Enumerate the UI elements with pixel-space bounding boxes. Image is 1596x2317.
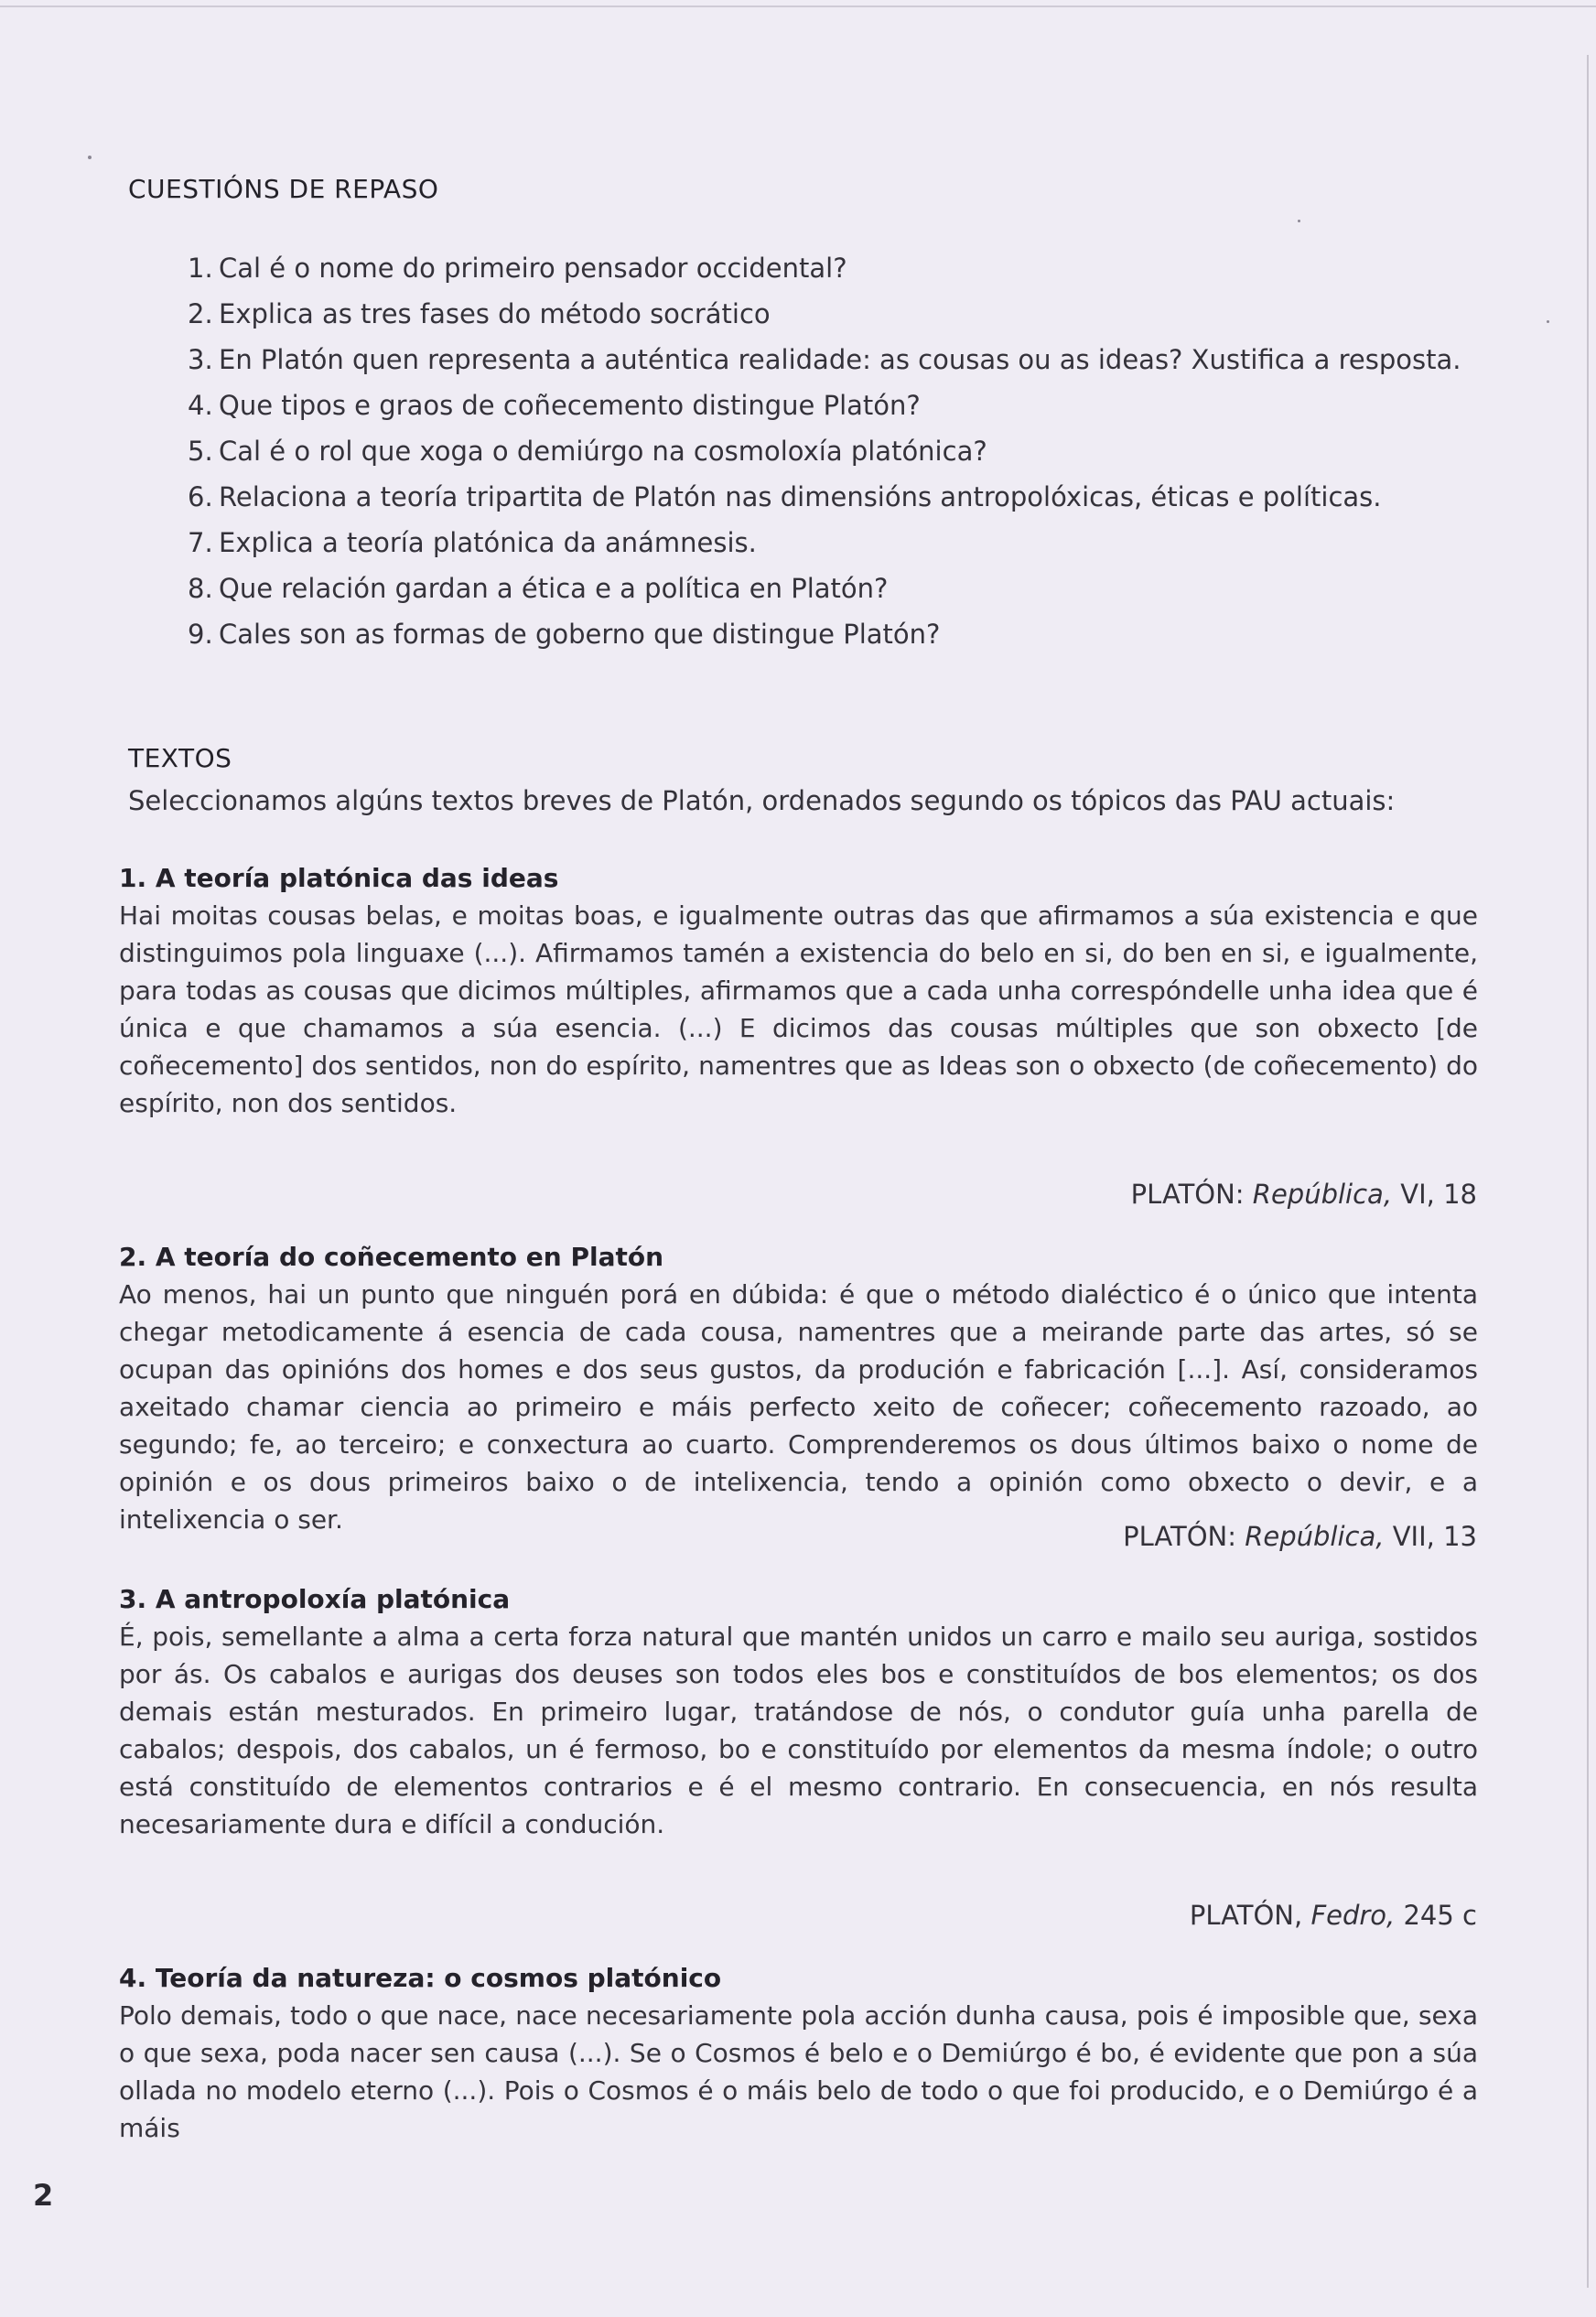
list-item: 2. Explica as tres fases do método socrático — [188, 298, 771, 329]
list-item: 4. Que tipos e graos de coñecemento distingue Platón? — [188, 390, 921, 421]
review-heading: CUESTIÓNS DE REPASO — [128, 174, 439, 204]
scan-right-edge — [1587, 55, 1589, 2288]
list-item: 1. Cal é o nome do primeiro pensador occidental? — [188, 253, 847, 284]
list-item: 7. Explica a teoría platónica da anámnesis. — [188, 527, 757, 558]
text-source-2: PLATÓN: República, VII, 13 — [1123, 1521, 1477, 1552]
list-item: 6. Relaciona a teoría tripartita de Platón nas dimensións antropolóxicas, éticas e políticas. — [188, 481, 1382, 512]
text-title: 4. Teoría da natureza: o cosmos platónico — [119, 1963, 722, 1993]
list-item: 5. Cal é o rol que xoga o demiúrgo na cosmoloxía platónica? — [188, 436, 987, 467]
texts-intro: Seleccionamos algúns textos breves de Platón, ordenados segundo os tópicos das PAU actuais: — [128, 785, 1396, 816]
texts-heading: TEXTOS — [128, 743, 232, 773]
text-title: 2. A teoría do coñecemento en Platón — [119, 1242, 664, 1272]
page-number: 2 — [33, 2178, 54, 2213]
text-body: Hai moitas cousas belas, e moitas boas, e igualmente outras das que afirmamos a súa existencia e que distinguimos pola linguaxe (...). Afirmamos tamén a existencia do belo en si, do ben en si, e igualmente, para todas as cousas que dicimos múltiples, afirmamos que a cada unha correspóndelle unha idea que é única e que chamamos a súa esencia. (...) E dicimos das cousas múltiples que son obxecto [de coñecemento] dos sentidos, non do espírito, namentres que as Ideas son o obxecto (de coñecemento) do espírito, non dos sentidos. — [119, 900, 1478, 1118]
scan-speck — [1547, 320, 1549, 323]
list-item: 3. En Platón quen representa a auténtica realidade: as cousas ou as ideas? Xustifica a resposta. — [188, 344, 1461, 375]
text-body: Ao menos, hai un punto que ninguén porá en dúbida: é que o método dialéctico é o único que intenta chegar metodicamente á esencia de cada cousa, namentres que a meirande parte das artes, só se ocupan das opinións dos homes e dos seus gustos, da produción e fabricación [...]. Así, consideramos axeitado chamar ciencia ao primeiro e máis perfecto xeito de coñecer; coñecemento razoado, ao segundo; fe, ao terceiro; e conxectura ao cuarto. Comprenderemos os dous últimos baixo o nome de opinión e os dous primeiros baixo o de intelixencia, tendo a opinión como obxecto o devir, e a intelixencia o ser. — [119, 1279, 1478, 1535]
text-body: Polo demais, todo o que nace, nace necesariamente pola acción dunha causa, pois é imposible que, sexa o que sexa, poda nacer sen causa (...). Se o Cosmos é belo e o Demiúrgo é bo, é evidente que pon a súa ollada no modelo eterno (...). Pois o Cosmos é o máis belo de todo o que foi producido, e o Demiúrgo é a máis — [119, 2000, 1478, 2143]
text-section-1 — [119, 860, 1478, 1122]
text-section-3 — [119, 1581, 1478, 1843]
text-source-3: PLATÓN, Fedro, 245 c — [1189, 1900, 1477, 1931]
review-question-list — [188, 245, 1469, 657]
text-title: 3. A antropoloxía platónica — [119, 1584, 511, 1614]
list-item: 8. Que relación gardan a ética e a política en Platón? — [188, 573, 889, 604]
scan-speck — [1298, 220, 1300, 222]
text-section-4 — [119, 1960, 1478, 2147]
scan-speck — [88, 156, 92, 159]
list-item: 9. Cales son as formas de goberno que distingue Platón? — [188, 619, 941, 650]
scan-top-edge — [0, 5, 1596, 7]
text-body: É, pois, semellante a alma a certa forza natural que mantén unidos un carro e mailo seu auriga, sostidos por ás. Os cabalos e aurigas dos deuses son todos eles bos e constituídos de bos elementos; os dos demais están mesturados. En primeiro lugar, tratándose de nós, o condutor guía unha parella de cabalos; despois, dos cabalos, un é fermoso, bo e constituído por elementos da mesma índole; o outro está constituído de elementos contrarios e é el mesmo contrario. En consecuencia, en nós resulta necesariamente dura e difícil a condución. — [119, 1622, 1478, 1839]
text-title: 1. A teoría platónica das ideas — [119, 863, 559, 893]
text-section-2 — [119, 1239, 1478, 1538]
text-source-1: PLATÓN: República, VI, 18 — [1130, 1179, 1477, 1210]
